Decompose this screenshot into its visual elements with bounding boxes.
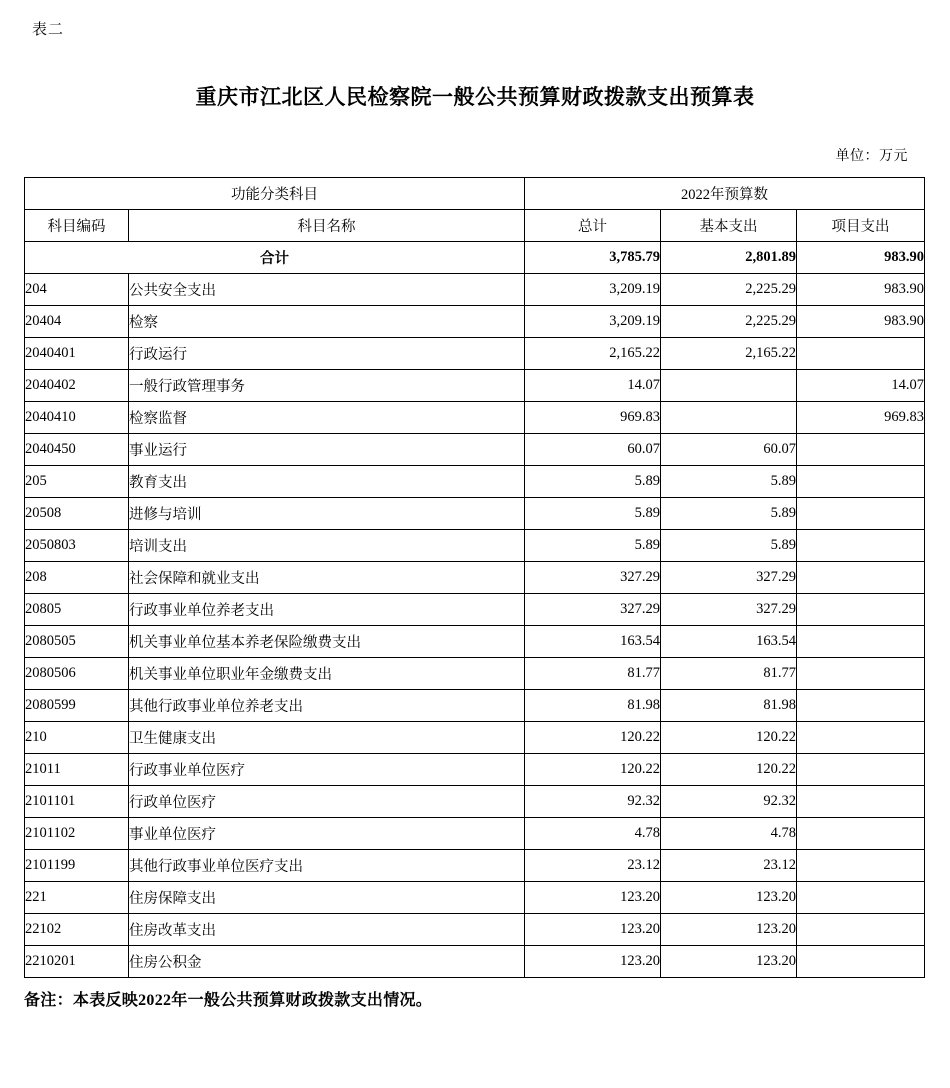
cell-code: 2101102: [25, 818, 129, 850]
cell-basic: 163.54: [661, 626, 797, 658]
table-row: [25, 722, 925, 754]
cell-name: 住房改革支出: [129, 914, 525, 946]
cell-basic: 92.32: [661, 786, 797, 818]
cell-basic: 4.78: [661, 818, 797, 850]
cell-name: 行政单位医疗: [129, 786, 525, 818]
cell-code: 2050803: [25, 530, 129, 562]
cell-name: 事业运行: [129, 434, 525, 466]
table-body: [25, 242, 925, 978]
cell-project: [797, 690, 925, 722]
table-row: [25, 306, 925, 338]
cell-name: 机关事业单位基本养老保险缴费支出: [129, 626, 525, 658]
table-row: [25, 466, 925, 498]
cell-total: 92.32: [525, 786, 661, 818]
table-row: [25, 530, 925, 562]
cell-project: 983.90: [797, 306, 925, 338]
cell-code: 20508: [25, 498, 129, 530]
budget-table: [24, 177, 925, 978]
cell-code: 210: [25, 722, 129, 754]
table-row: [25, 594, 925, 626]
cell-code: 2040410: [25, 402, 129, 434]
cell-basic: 5.89: [661, 466, 797, 498]
header-col-code: 科目编码: [25, 210, 129, 242]
cell-total: 3,209.19: [525, 274, 661, 306]
header-col-total: 总计: [525, 210, 661, 242]
cell-project: 14.07: [797, 370, 925, 402]
table-row: [25, 434, 925, 466]
cell-name: 行政运行: [129, 338, 525, 370]
cell-basic: 5.89: [661, 498, 797, 530]
cell-total: 2,165.22: [525, 338, 661, 370]
unit-note: 单位：万元: [835, 149, 908, 164]
cell-project: [797, 530, 925, 562]
header-group-function: 功能分类科目: [25, 178, 525, 210]
cell-total: 5.89: [525, 466, 661, 498]
total-value-basic: 2,801.89: [661, 242, 797, 274]
cell-basic: 23.12: [661, 850, 797, 882]
cell-name: 行政事业单位医疗: [129, 754, 525, 786]
cell-basic: 5.89: [661, 530, 797, 562]
cell-basic: [661, 370, 797, 402]
total-value-project: 983.90: [797, 242, 925, 274]
cell-total: 23.12: [525, 850, 661, 882]
table-row: [25, 850, 925, 882]
cell-name: 其他行政事业单位医疗支出: [129, 850, 525, 882]
table-row: [25, 690, 925, 722]
cell-total: 81.77: [525, 658, 661, 690]
header-col-name: 科目名称: [129, 210, 525, 242]
cell-basic: 120.22: [661, 754, 797, 786]
cell-total: 969.83: [525, 402, 661, 434]
cell-code: 2080599: [25, 690, 129, 722]
cell-basic: 123.20: [661, 882, 797, 914]
table-row: [25, 274, 925, 306]
cell-project: [797, 946, 925, 978]
table-row: [25, 498, 925, 530]
cell-project: 969.83: [797, 402, 925, 434]
cell-code: 2040450: [25, 434, 129, 466]
cell-basic: 2,225.29: [661, 306, 797, 338]
table-row: [25, 754, 925, 786]
cell-name: 公共安全支出: [129, 274, 525, 306]
cell-project: [797, 434, 925, 466]
cell-basic: 123.20: [661, 946, 797, 978]
cell-name: 一般行政管理事务: [129, 370, 525, 402]
cell-basic: 120.22: [661, 722, 797, 754]
cell-total: 5.89: [525, 530, 661, 562]
sheet-label: 表二: [32, 22, 65, 38]
cell-total: 60.07: [525, 434, 661, 466]
table-row: [25, 914, 925, 946]
cell-basic: 81.77: [661, 658, 797, 690]
cell-project: [797, 850, 925, 882]
cell-code: 205: [25, 466, 129, 498]
cell-total: 3,209.19: [525, 306, 661, 338]
cell-name: 进修与培训: [129, 498, 525, 530]
header-col-project: 项目支出: [797, 210, 925, 242]
header-col-basic: 基本支出: [661, 210, 797, 242]
cell-total: 14.07: [525, 370, 661, 402]
cell-code: 208: [25, 562, 129, 594]
page-title: 重庆市江北区人民检察院一般公共预算财政拨款支出预算表: [195, 85, 755, 109]
cell-code: 2210201: [25, 946, 129, 978]
cell-name: 其他行政事业单位养老支出: [129, 690, 525, 722]
cell-project: [797, 562, 925, 594]
table-row: [25, 370, 925, 402]
table-row: [25, 786, 925, 818]
footer-note: 备注：本表反映2022年一般公共预算财政拨款支出情况。: [24, 992, 433, 1009]
table-header: [25, 178, 925, 242]
cell-code: 2040401: [25, 338, 129, 370]
cell-total: 4.78: [525, 818, 661, 850]
cell-code: 2040402: [25, 370, 129, 402]
cell-code: 20404: [25, 306, 129, 338]
total-value-total: 3,785.79: [525, 242, 661, 274]
cell-project: [797, 786, 925, 818]
cell-project: [797, 626, 925, 658]
cell-project: [797, 914, 925, 946]
cell-code: 21011: [25, 754, 129, 786]
cell-total: 81.98: [525, 690, 661, 722]
cell-basic: 2,225.29: [661, 274, 797, 306]
cell-code: 221: [25, 882, 129, 914]
table-row: [25, 562, 925, 594]
cell-basic: 2,165.22: [661, 338, 797, 370]
cell-total: 163.54: [525, 626, 661, 658]
cell-total: 123.20: [525, 882, 661, 914]
table-row: [25, 338, 925, 370]
cell-code: 2080506: [25, 658, 129, 690]
cell-total: 120.22: [525, 722, 661, 754]
cell-project: [797, 466, 925, 498]
cell-basic: 123.20: [661, 914, 797, 946]
cell-total: 120.22: [525, 754, 661, 786]
table-row: [25, 946, 925, 978]
cell-total: 327.29: [525, 562, 661, 594]
cell-total: 123.20: [525, 914, 661, 946]
cell-project: [797, 594, 925, 626]
cell-name: 卫生健康支出: [129, 722, 525, 754]
table-row: [25, 626, 925, 658]
cell-basic: 81.98: [661, 690, 797, 722]
cell-name: 住房保障支出: [129, 882, 525, 914]
cell-project: 983.90: [797, 274, 925, 306]
cell-project: [797, 722, 925, 754]
table-row: [25, 658, 925, 690]
cell-project: [797, 338, 925, 370]
cell-basic: 327.29: [661, 562, 797, 594]
cell-project: [797, 498, 925, 530]
cell-code: 2101199: [25, 850, 129, 882]
cell-total: 123.20: [525, 946, 661, 978]
cell-name: 事业单位医疗: [129, 818, 525, 850]
cell-name: 检察: [129, 306, 525, 338]
total-label: 合计: [25, 242, 525, 274]
cell-name: 行政事业单位养老支出: [129, 594, 525, 626]
cell-name: 住房公积金: [129, 946, 525, 978]
table-row: [25, 882, 925, 914]
cell-basic: [661, 402, 797, 434]
cell-name: 机关事业单位职业年金缴费支出: [129, 658, 525, 690]
table-row: [25, 402, 925, 434]
cell-code: 22102: [25, 914, 129, 946]
cell-total: 327.29: [525, 594, 661, 626]
table-row: [25, 818, 925, 850]
header-group-budget-year: 2022年预算数: [525, 178, 925, 210]
cell-code: 2080505: [25, 626, 129, 658]
cell-name: 检察监督: [129, 402, 525, 434]
cell-project: [797, 818, 925, 850]
table-row-total: [25, 242, 925, 274]
cell-name: 教育支出: [129, 466, 525, 498]
cell-project: [797, 754, 925, 786]
cell-name: 培训支出: [129, 530, 525, 562]
cell-name: 社会保障和就业支出: [129, 562, 525, 594]
cell-code: 2101101: [25, 786, 129, 818]
cell-basic: 60.07: [661, 434, 797, 466]
cell-basic: 327.29: [661, 594, 797, 626]
cell-total: 5.89: [525, 498, 661, 530]
cell-project: [797, 882, 925, 914]
cell-code: 20805: [25, 594, 129, 626]
cell-project: [797, 658, 925, 690]
cell-code: 204: [25, 274, 129, 306]
